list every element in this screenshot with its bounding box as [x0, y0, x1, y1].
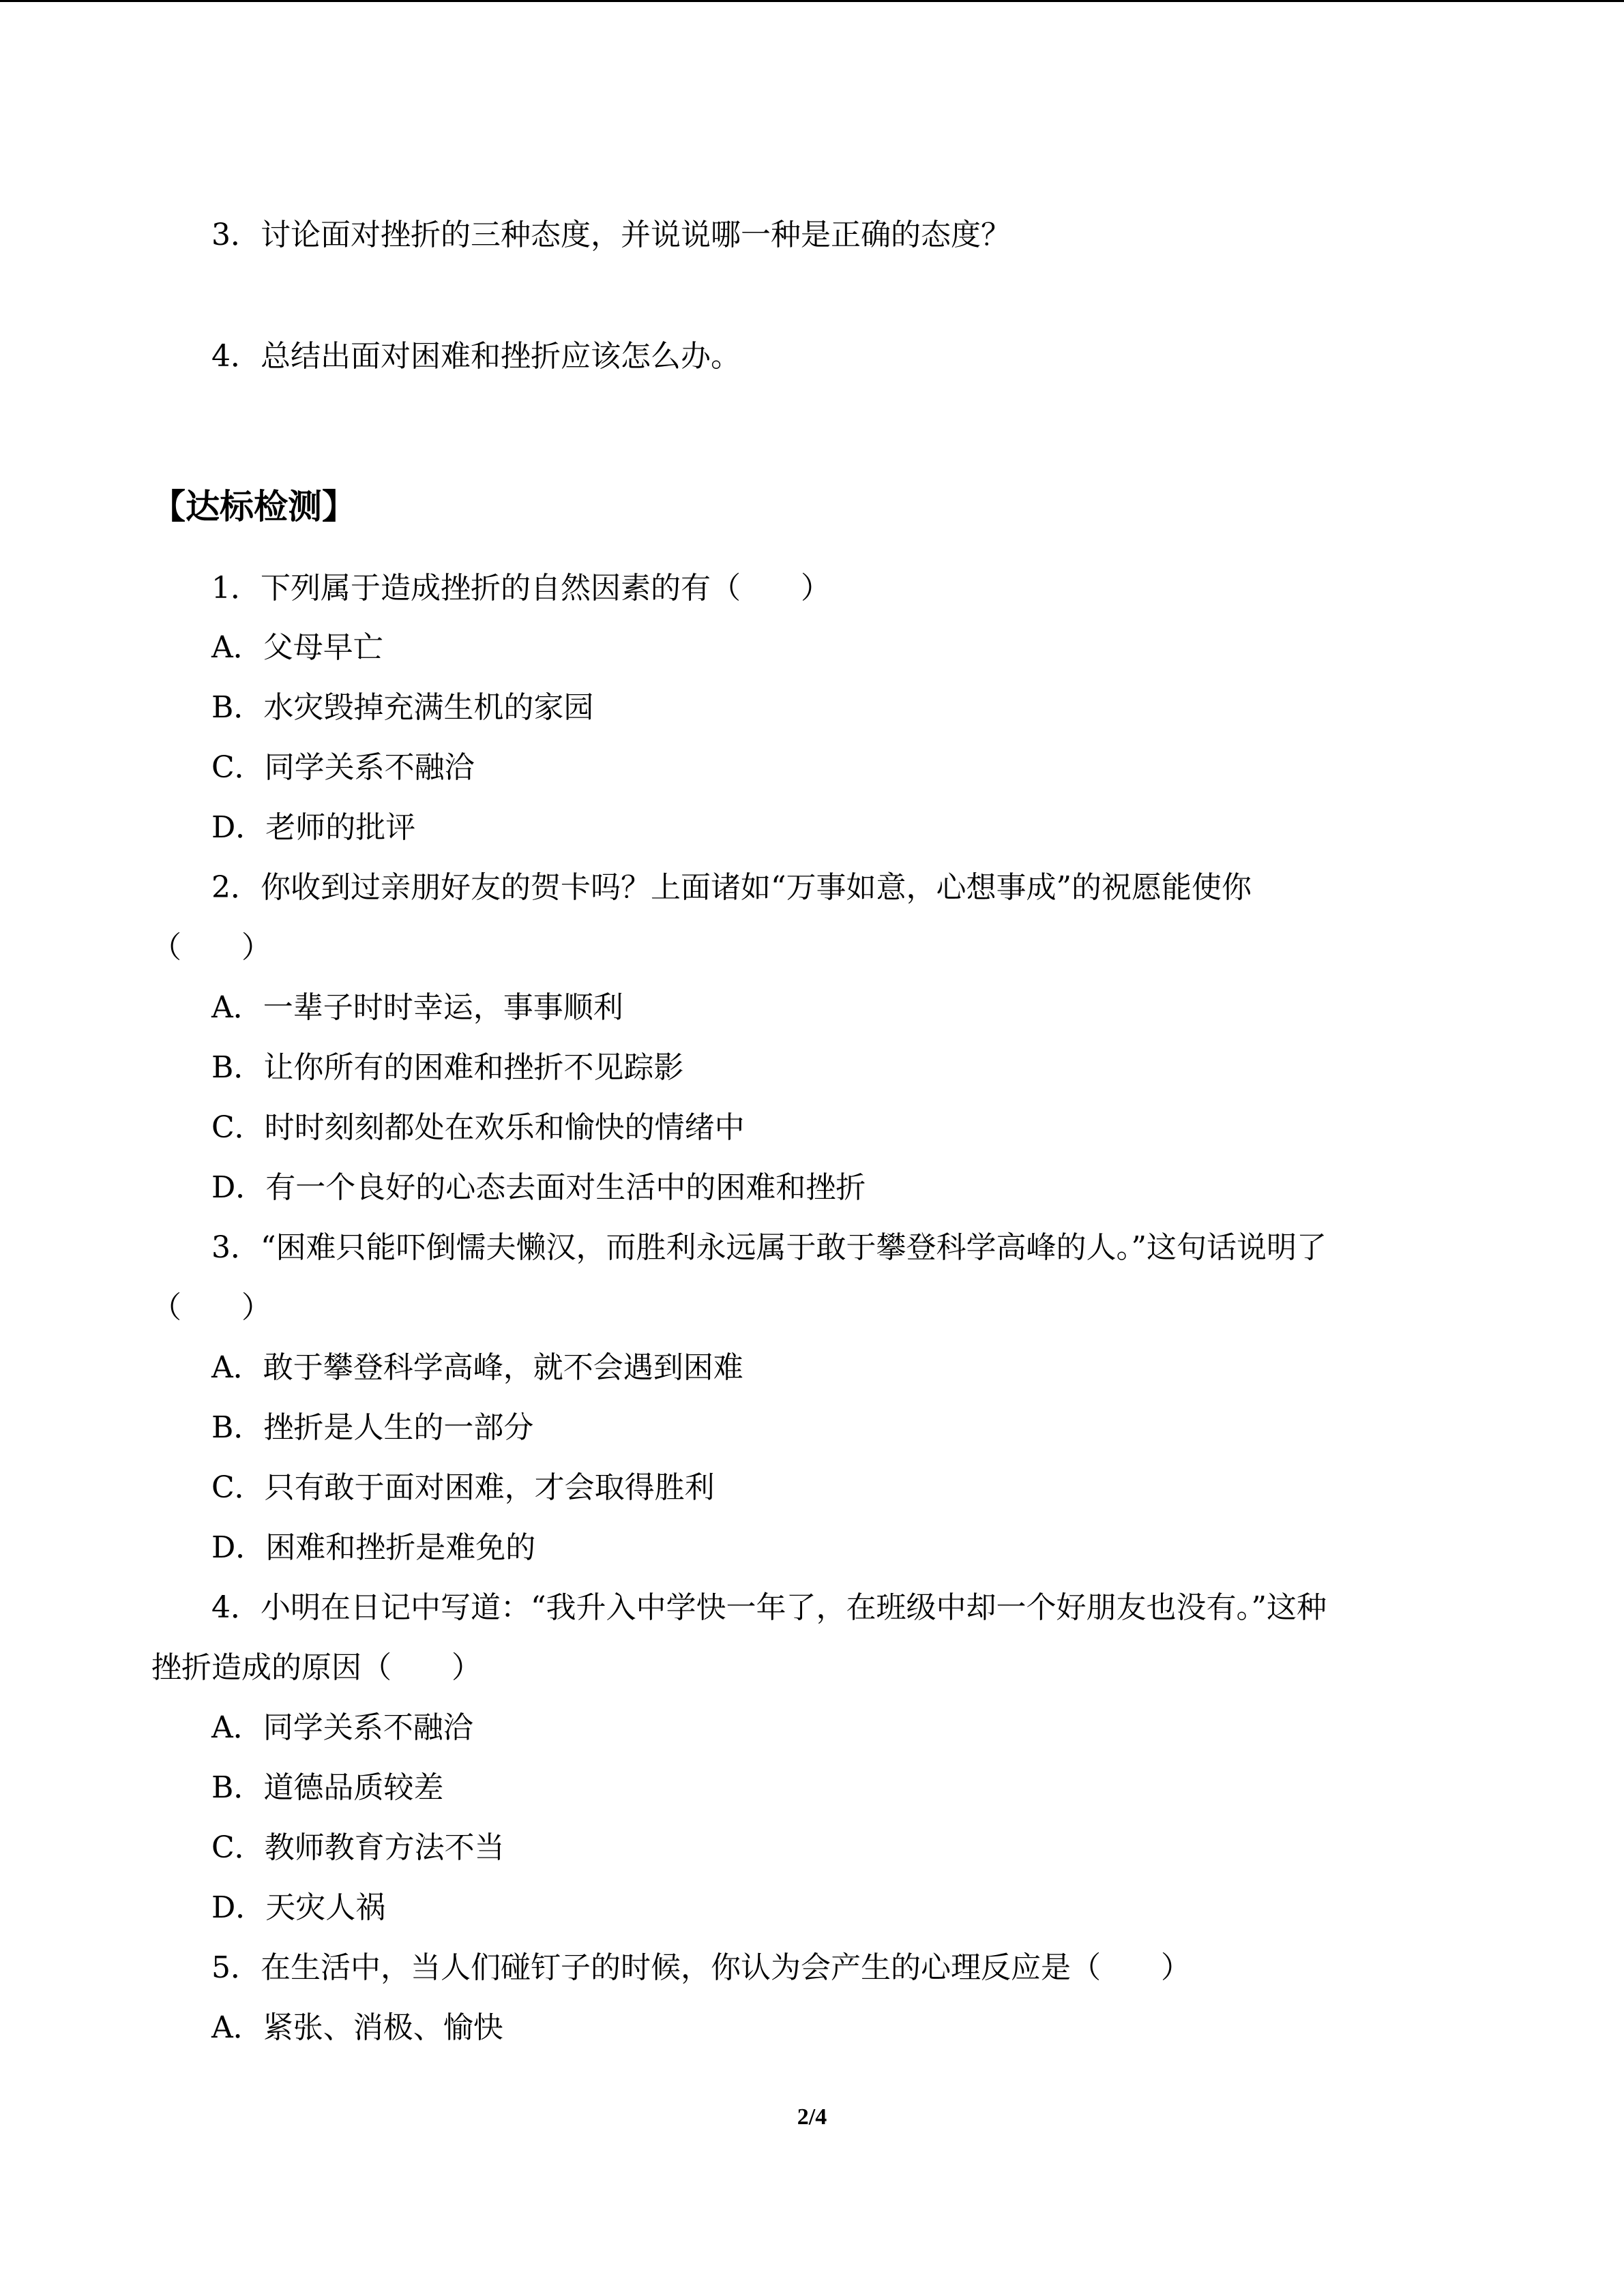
- question-2-stem: 2．你收到过亲朋好友的贺卡吗？上面诸如“万事如意，心想事成”的祝愿能使你: [211, 870, 1252, 905]
- question-4-option-b: B．道德品质较差: [211, 1770, 444, 1805]
- question-3-option-c: C．只有敢于面对困难，才会取得胜利: [211, 1470, 715, 1505]
- question-3-option-a: A．敢于攀登科学高峰，就不会遇到困难: [211, 1350, 743, 1385]
- question-1-option-c: C．同学关系不融洽: [211, 750, 475, 785]
- section-title: 【达标检测】: [151, 487, 356, 526]
- question-4-stem: 4．小明在日记中写道：“我升入中学快一年了，在班级中却一个好朋友也没有。”这种: [211, 1590, 1327, 1625]
- question-3-stem-continued: （ ）: [151, 1290, 271, 1325]
- question-1-stem: 1．下列属于造成挫折的自然因素的有（ ）: [211, 571, 831, 606]
- question-4-option-d: D．天灾人祸: [211, 1890, 386, 1925]
- question-4-option-c: C．教师教育方法不当: [211, 1830, 505, 1865]
- question-2-option-a: A．一辈子时时幸运，事事顺利: [211, 990, 623, 1025]
- question-3-option-b: B．挫折是人生的一部分: [211, 1410, 534, 1445]
- question-2-option-d: D．有一个良好的心态去面对生活中的困难和挫折: [211, 1170, 866, 1205]
- discussion-item-3: 3．讨论面对挫折的三种态度，并说说哪一种是正确的态度？: [211, 218, 1011, 252]
- question-1-option-d: D．老师的批评: [211, 810, 416, 845]
- question-4-option-a: A．同学关系不融洽: [211, 1710, 473, 1745]
- question-3-stem: 3．“困难只能吓倒懦夫懒汉，而胜利永远属于敢于攀登科学高峰的人。”这句话说明了: [211, 1230, 1327, 1265]
- question-1-option-b: B．水灾毁掉充满生机的家园: [211, 690, 594, 725]
- question-3-option-d: D．困难和挫折是难免的: [211, 1530, 536, 1565]
- question-2-option-c: C．时时刻刻都处在欢乐和愉快的情绪中: [211, 1110, 745, 1145]
- question-4-stem-continued: 挫折造成的原因（ ）: [151, 1650, 482, 1685]
- question-2-stem-continued: （ ）: [151, 930, 271, 965]
- question-1-option-a: A．父母早亡: [211, 630, 383, 665]
- question-5-option-a: A．紧张、消极、愉快: [211, 2010, 503, 2045]
- top-border: [0, 0, 1624, 2]
- question-2-option-b: B．让你所有的困难和挫折不见踪影: [211, 1050, 684, 1085]
- question-5-stem: 5．在生活中，当人们碰钉子的时候，你认为会产生的心理反应是（ ）: [211, 1950, 1191, 1985]
- discussion-item-4: 4．总结出面对困难和挫折应该怎么办。: [211, 339, 741, 374]
- page-number: 2/4: [797, 2104, 827, 2130]
